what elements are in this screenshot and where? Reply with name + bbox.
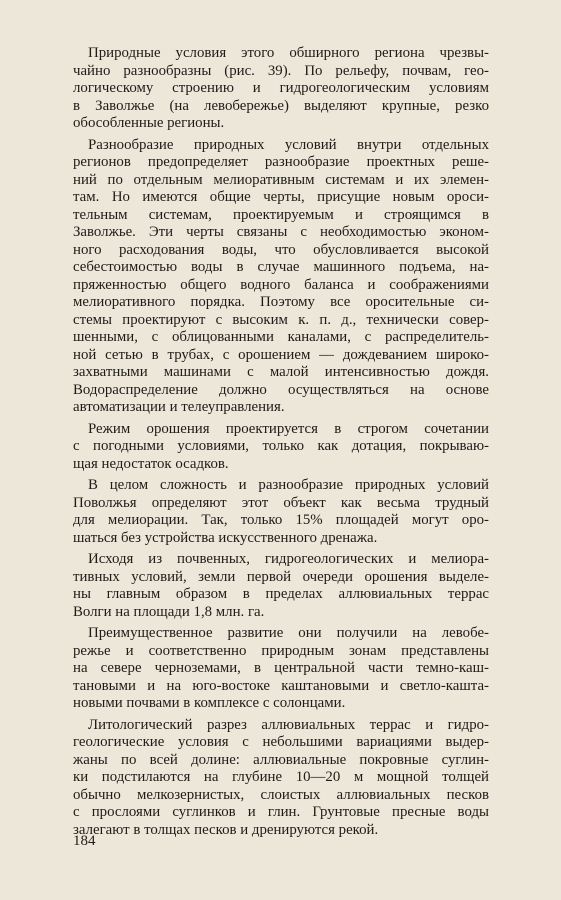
text-line: В целом сложность и разнообразие природных условий [88,477,489,493]
text-line: захватными машинами с малой интенсивностью дождя. [73,364,489,380]
paragraph [73,421,489,474]
text-line: там. Но имеются общие черты, присущие новым ороси- [73,189,489,205]
text-line: с прослоями суглинков и глин. Грунтовые пресные воды [73,804,489,820]
text-line: себестоимостью воды в случае машинного подъема, на- [73,259,489,275]
text-line: ной сетью в трубах, с орошением — дождеванием широко- [73,346,489,363]
text-line: ного расходования воды, что обусловливается высокой [73,241,489,258]
text-line: логическому строению и гидрогеологическим условиям [73,80,489,96]
paragraph [73,477,489,547]
paragraph [73,717,489,840]
text-line: стемы проектируют с высоким к. п. д., технически совер- [73,311,489,328]
text-line: залегают в толщах песков и дренируются рекой. [73,821,379,838]
text-line: в Заволжье (на левобережье) выделяют крупные, резко [73,97,489,114]
text-line: пряженностью общего водного баланса и соображениями [73,276,489,293]
text-line: Разнообразие природных условий внутри отдельных [88,136,489,153]
text-line: Волги на площади 1,8 млн. га. [73,603,265,620]
text-line: режье и соответственно природным зонам представлены [73,642,489,659]
text-line: тивных условий, земли первой очереди орошения выделе- [73,568,489,585]
text-line: Природные условия этого обширного региона чрезвы- [88,45,489,61]
text-line: регионов предопределяет разнообразие проектных реше- [73,154,489,170]
text-line: тельным системам, проектируемым и строящимся в [73,206,489,223]
text-line: новыми почвами в комплексе с солонцами. [73,695,346,711]
text-line: Исходя из почвенных, гидрогеологических и мелиора- [88,551,489,567]
text-line: Литологический разрез аллювиальных террас и гидро- [88,716,489,733]
paragraph [73,45,489,133]
text-line: щая недостаток осадков. [73,455,229,472]
text-line: геологические условия с небольшими вариациями выдер- [73,734,489,750]
text-line: тановыми и на юго-востоке каштановыми и светло-кашта- [73,677,489,694]
text-line: ны главным образом в пределах аллювиальных террас [73,586,489,602]
text-line: жаны по всей долине: аллювиальные покровные суглин- [73,751,489,768]
page-text-block [73,45,489,843]
text-line: чайно разнообразны (рис. 39). По рельефу, почвам, гео- [73,62,489,79]
text-line: автоматизации и телеуправления. [73,399,285,415]
text-line: Заволжье. Эти черты связаны с необходимостью эконом- [73,224,489,240]
text-line: Поволжья определяют этот объект как весьма трудный [73,494,489,511]
text-line: с погодными условиями, только как дотация, покрываю- [73,438,489,454]
paragraph [73,625,489,713]
text-line: ки подстилаются на глубине 10—20 м мощной толщей [73,769,489,785]
text-line: Преимущественное развитие они получили на левобе- [88,625,489,641]
text-line: ний по отдельным мелиоративным системам и их элемен- [73,171,489,188]
text-line: для мелиорации. Так, только 15% площадей могут оро- [73,512,489,528]
text-line: Водораспределение должно осуществляться на основе [73,381,489,398]
page-number: 184 [73,833,96,849]
text-line: шаться без устройства искусственного дренажа. [73,529,378,546]
paragraph [73,551,489,621]
paragraph [73,137,489,417]
text-line: шенными, с облицованными каналами, с распределитель- [73,329,489,345]
text-line: обычно мелкозернистых, слоистых аллювиальных песков [73,786,489,803]
text-line: на севере черноземами, в центральной части темно-каш- [73,660,489,676]
text-line: Режим орошения проектируется в строгом сочетании [88,420,489,437]
text-line: обособленные регионы. [73,115,225,131]
text-line: мелиоративного порядка. Поэтому все оросительные си- [73,294,489,310]
